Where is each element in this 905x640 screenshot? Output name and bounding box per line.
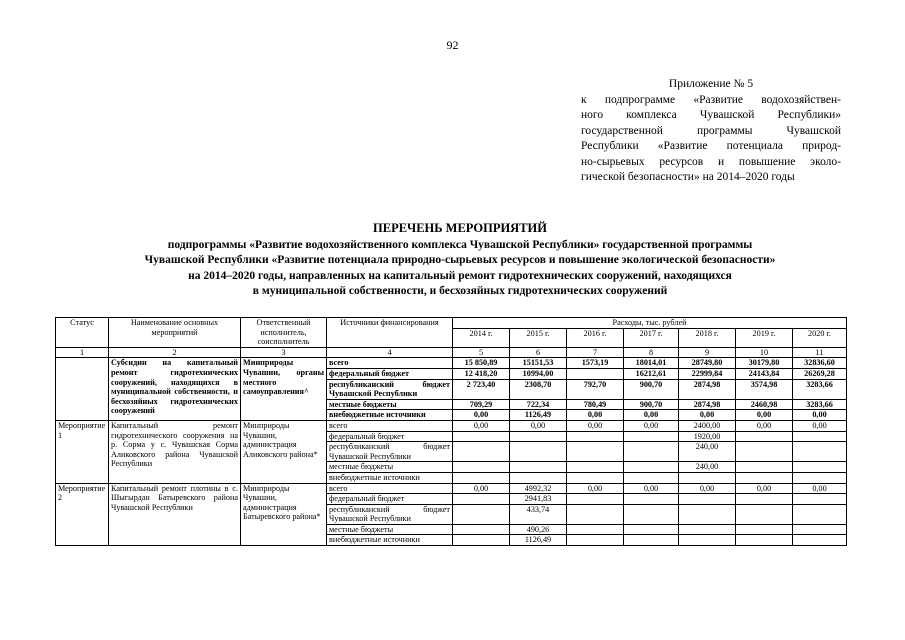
appendix-line: государственной программы Чувашской <box>581 124 841 137</box>
expense-value: 0,00 <box>453 420 510 431</box>
expense-value: 0,00 <box>624 483 679 494</box>
header-year: 2015 г. <box>510 328 567 347</box>
expense-value <box>679 504 736 524</box>
expense-value <box>624 442 679 462</box>
expense-value <box>679 535 736 546</box>
expense-value: 0,00 <box>567 483 624 494</box>
appendix-line: ного комплекса Чувашской Республики» <box>581 109 841 121</box>
expense-value <box>793 431 847 442</box>
expense-value <box>624 535 679 546</box>
expense-value: 2 723,40 <box>453 379 510 399</box>
expense-value <box>624 524 679 535</box>
appendix-line: Республики «Развитие потенциала природ- <box>581 140 841 152</box>
expense-value <box>453 462 510 473</box>
expense-value: 1126,49 <box>510 535 567 546</box>
funding-source: всего <box>327 483 453 494</box>
column-number: 10 <box>736 347 793 358</box>
appendix-line: гической безопасности» на 2014–2020 годы <box>581 171 795 183</box>
expense-value <box>679 524 736 535</box>
column-number: 9 <box>679 347 736 358</box>
expense-value: 240,00 <box>679 442 736 462</box>
column-number: 8 <box>624 347 679 358</box>
expense-value: 0,00 <box>793 483 847 494</box>
expense-value <box>624 431 679 442</box>
column-number: 4 <box>327 347 453 358</box>
expense-value: 0,00 <box>453 410 510 421</box>
funding-source: республиканский бюджет Чувашской Республики <box>327 379 453 399</box>
appendix-line: Приложение № 5 <box>668 78 754 90</box>
expense-value: 0,00 <box>567 420 624 431</box>
row-status <box>56 358 109 421</box>
expense-value <box>510 472 567 483</box>
expense-value: 26269,28 <box>793 368 847 379</box>
header-year: 2016 г. <box>567 328 624 347</box>
header-name: Наименование основных мероприятий <box>109 318 241 348</box>
expense-value <box>793 462 847 473</box>
measures-table <box>55 317 847 546</box>
expense-value <box>453 524 510 535</box>
funding-source: федеральный бюджет <box>327 431 453 442</box>
expense-value <box>567 524 624 535</box>
appendix-line: но-сырьевых ресурсов и повышение эколо- <box>581 155 841 168</box>
title-line: подпрограммы «Развитие водохозяйственного комплекса Чувашской Республики» государственной программы <box>167 238 753 251</box>
expense-value: 15 850,89 <box>453 358 510 369</box>
table-row <box>56 483 847 494</box>
expense-value: 28749,80 <box>679 358 736 369</box>
header-expenses: Расходы, тыс. рублей <box>453 318 847 329</box>
expense-value: 4992,32 <box>510 483 567 494</box>
expense-value <box>736 504 793 524</box>
expense-value: 0,00 <box>453 483 510 494</box>
expense-value: 0,00 <box>736 483 793 494</box>
column-number: 7 <box>567 347 624 358</box>
table-row <box>56 358 847 369</box>
expense-value: 0,00 <box>567 410 624 421</box>
expense-value: 240,00 <box>679 462 736 473</box>
expense-value: 900,70 <box>624 379 679 399</box>
expense-value <box>567 504 624 524</box>
expense-value: 0,00 <box>679 483 736 494</box>
expense-value <box>736 535 793 546</box>
expense-value: 1573,19 <box>567 358 624 369</box>
expense-value: 722,34 <box>510 399 567 410</box>
appendix-note <box>581 77 841 186</box>
expense-value: 15151,53 <box>510 358 567 369</box>
expense-value: 0,00 <box>736 420 793 431</box>
expense-value <box>567 472 624 483</box>
expense-value: 2308,70 <box>510 379 567 399</box>
expense-value <box>679 494 736 505</box>
expense-value <box>624 472 679 483</box>
page-number: 92 <box>446 38 459 52</box>
expense-value <box>567 494 624 505</box>
title-line: Чувашской Республики «Развитие потенциала природно-сырьевых ресурсов и повышение экологической безопасности» <box>144 254 776 266</box>
funding-source: внебюджетные источники <box>327 535 453 546</box>
measure-name: Капитальный ремонт плотины в с. Шыгырдан Батыревского района Чувашской Республики <box>109 483 241 546</box>
expense-value <box>510 462 567 473</box>
measure-name: Капитальный ремонт гидротехнического сооружения на р. Сорма у с. Чувашская Сорма Аликовского района Чувашской Республики <box>109 420 241 483</box>
expense-value <box>453 494 510 505</box>
row-status: Мероприятие 1 <box>56 420 109 483</box>
funding-source: всего <box>327 358 453 369</box>
expense-value <box>793 472 847 483</box>
expense-value: 32836,60 <box>793 358 847 369</box>
expense-value <box>793 494 847 505</box>
appendix-line: к подпрограмме «Развитие водохозяйствен- <box>581 93 841 106</box>
funding-source: местные бюджеты <box>327 399 453 410</box>
funding-source: всего <box>327 420 453 431</box>
expense-value <box>793 524 847 535</box>
expense-value: 0,00 <box>510 420 567 431</box>
funding-source: местные бюджеты <box>327 462 453 473</box>
funding-source: федеральный бюджет <box>327 494 453 505</box>
expense-value: 12 418,20 <box>453 368 510 379</box>
title-line: в муниципальной собственности, и бесхозяйных гидротехнических сооружений <box>252 285 668 297</box>
expense-value <box>567 535 624 546</box>
document-title <box>60 221 860 300</box>
expense-value <box>453 472 510 483</box>
expense-value: 0,00 <box>679 410 736 421</box>
expense-value <box>624 504 679 524</box>
expense-value: 709,29 <box>453 399 510 410</box>
expense-value: 792,70 <box>567 379 624 399</box>
header-status: Статус <box>56 318 109 348</box>
header-year: 2017 г. <box>624 328 679 347</box>
row-status: Мероприятие 2 <box>56 483 109 546</box>
funding-source: республиканский бюджет Чувашской Республики <box>327 442 453 462</box>
expense-value <box>736 472 793 483</box>
expense-value: 780,49 <box>567 399 624 410</box>
expense-value <box>736 524 793 535</box>
expense-value: 2941,83 <box>510 494 567 505</box>
expense-value <box>679 472 736 483</box>
expense-value: 1920,00 <box>679 431 736 442</box>
expense-value: 18014,01 <box>624 358 679 369</box>
title-main: ПЕРЕЧЕНЬ МЕРОПРИЯТИЙ <box>373 221 547 235</box>
expense-value: 2874,98 <box>679 399 736 410</box>
expense-value <box>793 442 847 462</box>
expense-value <box>567 368 624 379</box>
expense-value <box>567 431 624 442</box>
expense-value: 1126,49 <box>510 410 567 421</box>
expense-value: 2460,98 <box>736 399 793 410</box>
header-source: Источники финансирования <box>327 318 453 348</box>
expense-value: 3283,66 <box>793 399 847 410</box>
expense-value <box>736 494 793 505</box>
expense-value <box>793 504 847 524</box>
funding-source: внебюджетные источники <box>327 472 453 483</box>
funding-source: внебюджетные источники <box>327 410 453 421</box>
funding-source: республиканский бюджет Чувашской Республики <box>327 504 453 524</box>
funding-source: местные бюджеты <box>327 524 453 535</box>
expense-value <box>453 504 510 524</box>
expense-value: 2400,00 <box>679 420 736 431</box>
expense-value <box>736 462 793 473</box>
expense-value <box>624 462 679 473</box>
expense-value <box>510 431 567 442</box>
header-year: 2018 г. <box>679 328 736 347</box>
table-body <box>56 358 847 546</box>
expense-value: 0,00 <box>736 410 793 421</box>
measure-name: Субсидии на капитальный ремонт гидротехнических сооружений, находящихся в муниципальной собственности, и бесхозяйных гидротехнических сооружений <box>109 358 241 421</box>
expense-value: 0,00 <box>624 420 679 431</box>
expense-value: 0,00 <box>793 410 847 421</box>
header-year: 2019 г. <box>736 328 793 347</box>
expense-value: 0,00 <box>793 420 847 431</box>
expense-value <box>624 494 679 505</box>
expense-value: 3283,66 <box>793 379 847 399</box>
measure-executor: Минприроды Чувашии, органы местного самоуправления^ <box>241 358 327 421</box>
expense-value <box>736 442 793 462</box>
funding-source: федеральный бюджет <box>327 368 453 379</box>
expense-value: 22999,84 <box>679 368 736 379</box>
column-number: 6 <box>510 347 567 358</box>
header-executor: Ответственный исполнитель, соисполнитель <box>241 318 327 348</box>
expense-value <box>453 442 510 462</box>
expense-value: 490,26 <box>510 524 567 535</box>
column-number: 2 <box>109 347 241 358</box>
measure-executor: Минприроды Чувашии, администрация Батыревского района* <box>241 483 327 546</box>
expense-value: 0,00 <box>624 410 679 421</box>
column-number: 3 <box>241 347 327 358</box>
expense-value <box>567 442 624 462</box>
expense-value <box>567 462 624 473</box>
expense-value <box>736 431 793 442</box>
header-year: 2014 г. <box>453 328 510 347</box>
expense-value: 24143,84 <box>736 368 793 379</box>
expense-value <box>453 431 510 442</box>
measure-executor: Минприроды Чувашии, администрация Аликовского района* <box>241 420 327 483</box>
expense-value <box>510 442 567 462</box>
expense-value: 16212,61 <box>624 368 679 379</box>
expense-value: 30179,80 <box>736 358 793 369</box>
expense-value: 433,74 <box>510 504 567 524</box>
expense-value: 900,70 <box>624 399 679 410</box>
title-line: на 2014–2020 годы, направленных на капитальный ремонт гидротехнических сооружений, находящихся <box>188 269 732 282</box>
column-number: 1 <box>56 347 109 358</box>
expense-value <box>793 535 847 546</box>
column-number: 5 <box>453 347 510 358</box>
expense-value: 2874,98 <box>679 379 736 399</box>
header-year: 2020 г. <box>793 328 847 347</box>
column-number: 11 <box>793 347 847 358</box>
table-row <box>56 420 847 431</box>
expense-value: 10994,00 <box>510 368 567 379</box>
expense-value <box>453 535 510 546</box>
expense-value: 3574,98 <box>736 379 793 399</box>
